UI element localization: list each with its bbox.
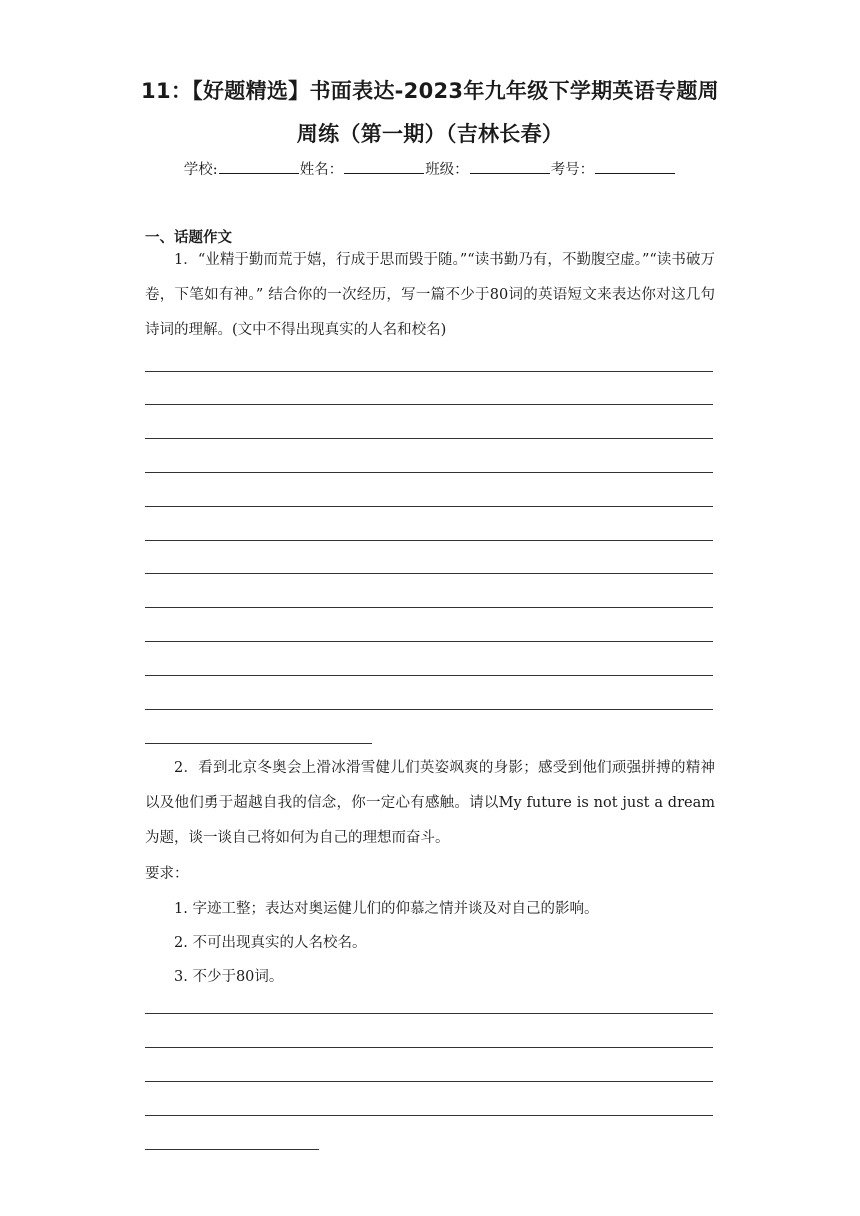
class-label: 班级： [425,162,469,178]
answer-line[interactable] [145,641,713,642]
answer-line[interactable] [145,1115,713,1116]
answer-line-end[interactable] [145,1149,319,1150]
answer-line[interactable] [145,607,713,608]
student-info-row [0,158,860,179]
requirement-item: 2. 不可出现真实的人名校名。 [174,935,367,951]
answer-line[interactable] [145,1081,713,1082]
exam-number-blank[interactable] [595,159,675,174]
answer-line[interactable] [145,506,713,507]
answer-line[interactable] [145,709,713,710]
section-heading: 一、话题作文 [145,230,232,246]
answer-line[interactable] [145,675,713,676]
answer-line[interactable] [145,371,713,372]
page-title-line-2: 周练（第一期）（吉林长春） [296,122,564,146]
school-label: 学校: [183,162,218,178]
answer-line[interactable] [145,1013,713,1014]
answer-line[interactable] [145,540,713,541]
exam-number-label: 考号： [550,162,595,178]
requirement-item: 3. 不少于80词。 [174,969,284,985]
question-2-text: 2．看到北京冬奥会上滑冰滑雪健儿们英姿飒爽的身影；感受到他们顽强拼搏的精神以及他们勇于超越自我的信念，你一定心有感触。请以My future is not just a dream为题，谈一谈自己将如何为自己的理想而奋斗。 [145,760,715,846]
question-2-prompt [145,751,715,856]
answer-line[interactable] [145,1047,713,1048]
requirements-label: 要求： [145,866,189,882]
name-blank[interactable] [344,159,424,174]
answer-line[interactable] [145,573,713,574]
name-label: 姓名： [299,162,344,178]
class-blank[interactable] [470,159,550,174]
answer-line[interactable] [145,438,713,439]
question-1-text: 1．“业精于勤而荒于嬉，行成于思而毁于随。”“读书勤乃有，不勤腹空虚。”“读书破万卷，下笔如有神。” 结合你的一次经历，写一篇不少于80词的英语短文来表达你对这几句诗词的理解。(文中不得出现真实的人名和校名) [145,252,715,338]
page-title-line-1: 11：【好题精选】书面表达-2023年九年级下学期英语专题周 [141,79,719,103]
question-1-prompt [145,243,715,348]
answer-line[interactable] [145,404,713,405]
school-blank[interactable] [219,159,299,174]
answer-line-end[interactable] [145,743,372,744]
answer-line[interactable] [145,472,713,473]
requirement-item: 1. 字迹工整；表达对奥运健儿们的仰慕之情并谈及对自己的影响。 [174,901,599,917]
